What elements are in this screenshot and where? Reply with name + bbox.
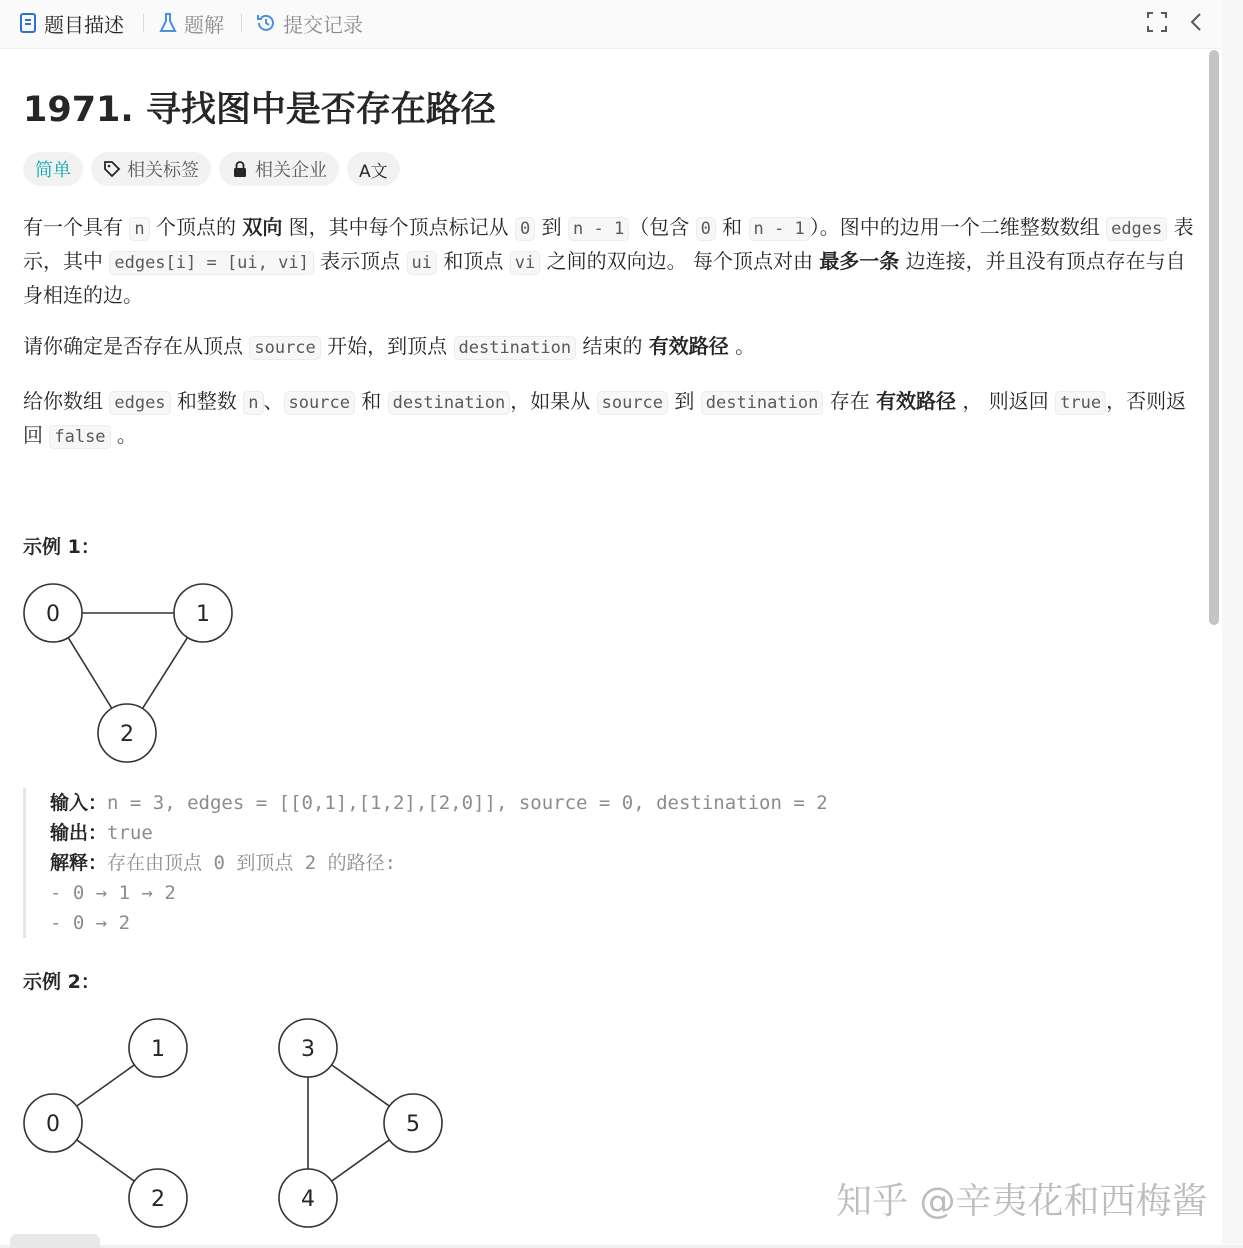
text: 到 bbox=[668, 389, 701, 413]
tab-description[interactable] bbox=[18, 8, 124, 38]
tab-divider bbox=[241, 14, 242, 32]
text: 表示顶点 bbox=[313, 249, 407, 273]
text: （包含 bbox=[629, 215, 696, 239]
graph-node-label: 1 bbox=[151, 1037, 165, 1062]
inline-code: edges[i] = [ui, vi] bbox=[109, 251, 313, 275]
graph-node-label: 2 bbox=[151, 1187, 165, 1212]
watermark: 知乎 @辛夷花和西梅酱 bbox=[836, 1181, 1208, 1222]
bold-text: 双向 bbox=[242, 215, 283, 239]
explain-path-line: - 0 → 2 bbox=[50, 912, 131, 934]
fullscreen-icon[interactable] bbox=[1145, 10, 1169, 34]
page-title: 1971. 寻找图中是否存在路径 bbox=[23, 90, 496, 130]
description-paragraph-2 bbox=[23, 330, 1198, 364]
inline-code: edges bbox=[1106, 217, 1167, 241]
inline-code: n - 1 bbox=[568, 217, 629, 241]
bold-text: 有效路径 bbox=[648, 334, 729, 358]
text: 。 bbox=[110, 423, 137, 447]
translate-button[interactable] bbox=[347, 152, 400, 186]
example-output-line bbox=[50, 818, 1150, 848]
text: 有一个具有 bbox=[23, 215, 130, 239]
document-icon bbox=[18, 12, 38, 34]
text: 存在 bbox=[823, 389, 877, 413]
text: 表示，其中 bbox=[23, 215, 1194, 273]
example-2-title: 示例 2： bbox=[23, 971, 100, 993]
related-tags-label: 相关标签 bbox=[127, 160, 199, 181]
inline-code: true bbox=[1055, 391, 1106, 415]
inline-code: source bbox=[284, 391, 355, 415]
text: 图，其中每个顶点标记从 bbox=[282, 215, 516, 239]
explain-path-line: - 0 → 1 → 2 bbox=[50, 882, 176, 904]
explain-label: 解释： bbox=[50, 852, 108, 874]
chevron-left-icon[interactable] bbox=[1185, 10, 1209, 34]
tab-submissions-label: 提交记录 bbox=[283, 12, 363, 37]
graph-node-label: 5 bbox=[406, 1112, 420, 1137]
text: 和 bbox=[354, 389, 388, 413]
text: 结束的 bbox=[576, 334, 649, 358]
tab-divider bbox=[143, 14, 144, 32]
graph-node-label: 3 bbox=[301, 1037, 315, 1062]
text: 。 bbox=[728, 334, 756, 358]
example-1-graph bbox=[20, 580, 240, 770]
text: 和 bbox=[715, 215, 749, 239]
example-1-block bbox=[23, 788, 1150, 938]
bold-text: 最多一条 bbox=[819, 249, 900, 273]
tag-row bbox=[23, 152, 400, 186]
scrollbar-thumb[interactable] bbox=[1209, 50, 1219, 625]
bold-text: 有效路径 bbox=[876, 389, 957, 413]
tab-description-label: 题目描述 bbox=[44, 12, 124, 37]
text: 开始，到顶点 bbox=[320, 334, 454, 358]
inline-code: destination bbox=[454, 336, 577, 360]
related-companies-label: 相关企业 bbox=[255, 160, 327, 181]
graph-node-label: 0 bbox=[46, 602, 60, 627]
inline-code: destination bbox=[701, 391, 824, 415]
tab-solutions-label: 题解 bbox=[184, 12, 224, 37]
inline-code: n - 1 bbox=[749, 217, 810, 241]
example-2-graph bbox=[20, 1015, 450, 1232]
translate-icon: A文 bbox=[359, 161, 388, 182]
inline-code: source bbox=[597, 391, 668, 415]
inline-code: edges bbox=[109, 391, 170, 415]
input-value: n = 3, edges = [[0,1],[1,2],[2,0]], source = 0, destination = 2 bbox=[107, 792, 828, 814]
inline-code: 0 bbox=[696, 217, 716, 241]
history-icon bbox=[255, 12, 277, 34]
inline-code: source bbox=[249, 336, 320, 360]
text: 和顶点 bbox=[437, 249, 510, 273]
example-1-title: 示例 1： bbox=[23, 536, 100, 558]
bottom-pill[interactable] bbox=[10, 1234, 100, 1248]
text: 给你数组 bbox=[23, 389, 110, 413]
input-label: 输入： bbox=[50, 792, 108, 814]
graph-node-label: 2 bbox=[120, 722, 134, 747]
bottom-toolbar bbox=[0, 1232, 1222, 1245]
example-input-line bbox=[50, 788, 1150, 818]
graph-node-label: 0 bbox=[46, 1112, 60, 1137]
inline-code: ui bbox=[407, 251, 437, 275]
text: ）。图中的边用一个二维整数数组 bbox=[809, 215, 1107, 239]
graph-node-label: 1 bbox=[196, 602, 210, 627]
inline-code: false bbox=[49, 425, 110, 449]
tab-solutions[interactable] bbox=[158, 8, 224, 38]
description-paragraph-1 bbox=[23, 211, 1198, 311]
lock-icon bbox=[231, 160, 249, 178]
graph-node-label: 4 bbox=[301, 1187, 315, 1212]
text: ，如果从 bbox=[510, 389, 597, 413]
inline-code: vi bbox=[510, 251, 540, 275]
text: 和整数 bbox=[170, 389, 244, 413]
output-label: 输出： bbox=[50, 822, 108, 844]
example-explain-line bbox=[50, 848, 1150, 878]
inline-code: n bbox=[243, 391, 263, 415]
text: 个顶点的 bbox=[149, 215, 243, 239]
difficulty-label: 简单 bbox=[35, 160, 71, 181]
tag-icon bbox=[103, 160, 121, 178]
tab-bar bbox=[0, 0, 1222, 49]
output-value: true bbox=[107, 822, 153, 844]
text: 到 bbox=[535, 215, 569, 239]
text: 之间的双向边。 每个顶点对由 bbox=[540, 249, 820, 273]
inline-code: 0 bbox=[515, 217, 535, 241]
text: ， 则返回 bbox=[956, 389, 1056, 413]
difficulty-badge bbox=[23, 152, 83, 186]
description-paragraph-3 bbox=[23, 385, 1198, 453]
text: 、 bbox=[263, 389, 284, 413]
tab-submissions[interactable] bbox=[255, 8, 363, 38]
related-companies-button[interactable] bbox=[219, 152, 339, 186]
explain-value: 存在由顶点 0 到顶点 2 的路径: bbox=[107, 852, 397, 874]
text: 请你确定是否存在从顶点 bbox=[23, 334, 250, 358]
inline-code: destination bbox=[388, 391, 511, 415]
text: ，否则返回 bbox=[23, 389, 1187, 447]
text: 边连接，并且没有顶点存在与自身相连的边。 bbox=[23, 249, 1186, 307]
inline-code: n bbox=[129, 217, 149, 241]
related-tags-button[interactable] bbox=[91, 152, 211, 186]
flask-icon bbox=[158, 12, 178, 34]
right-side-strip bbox=[1222, 0, 1243, 1245]
